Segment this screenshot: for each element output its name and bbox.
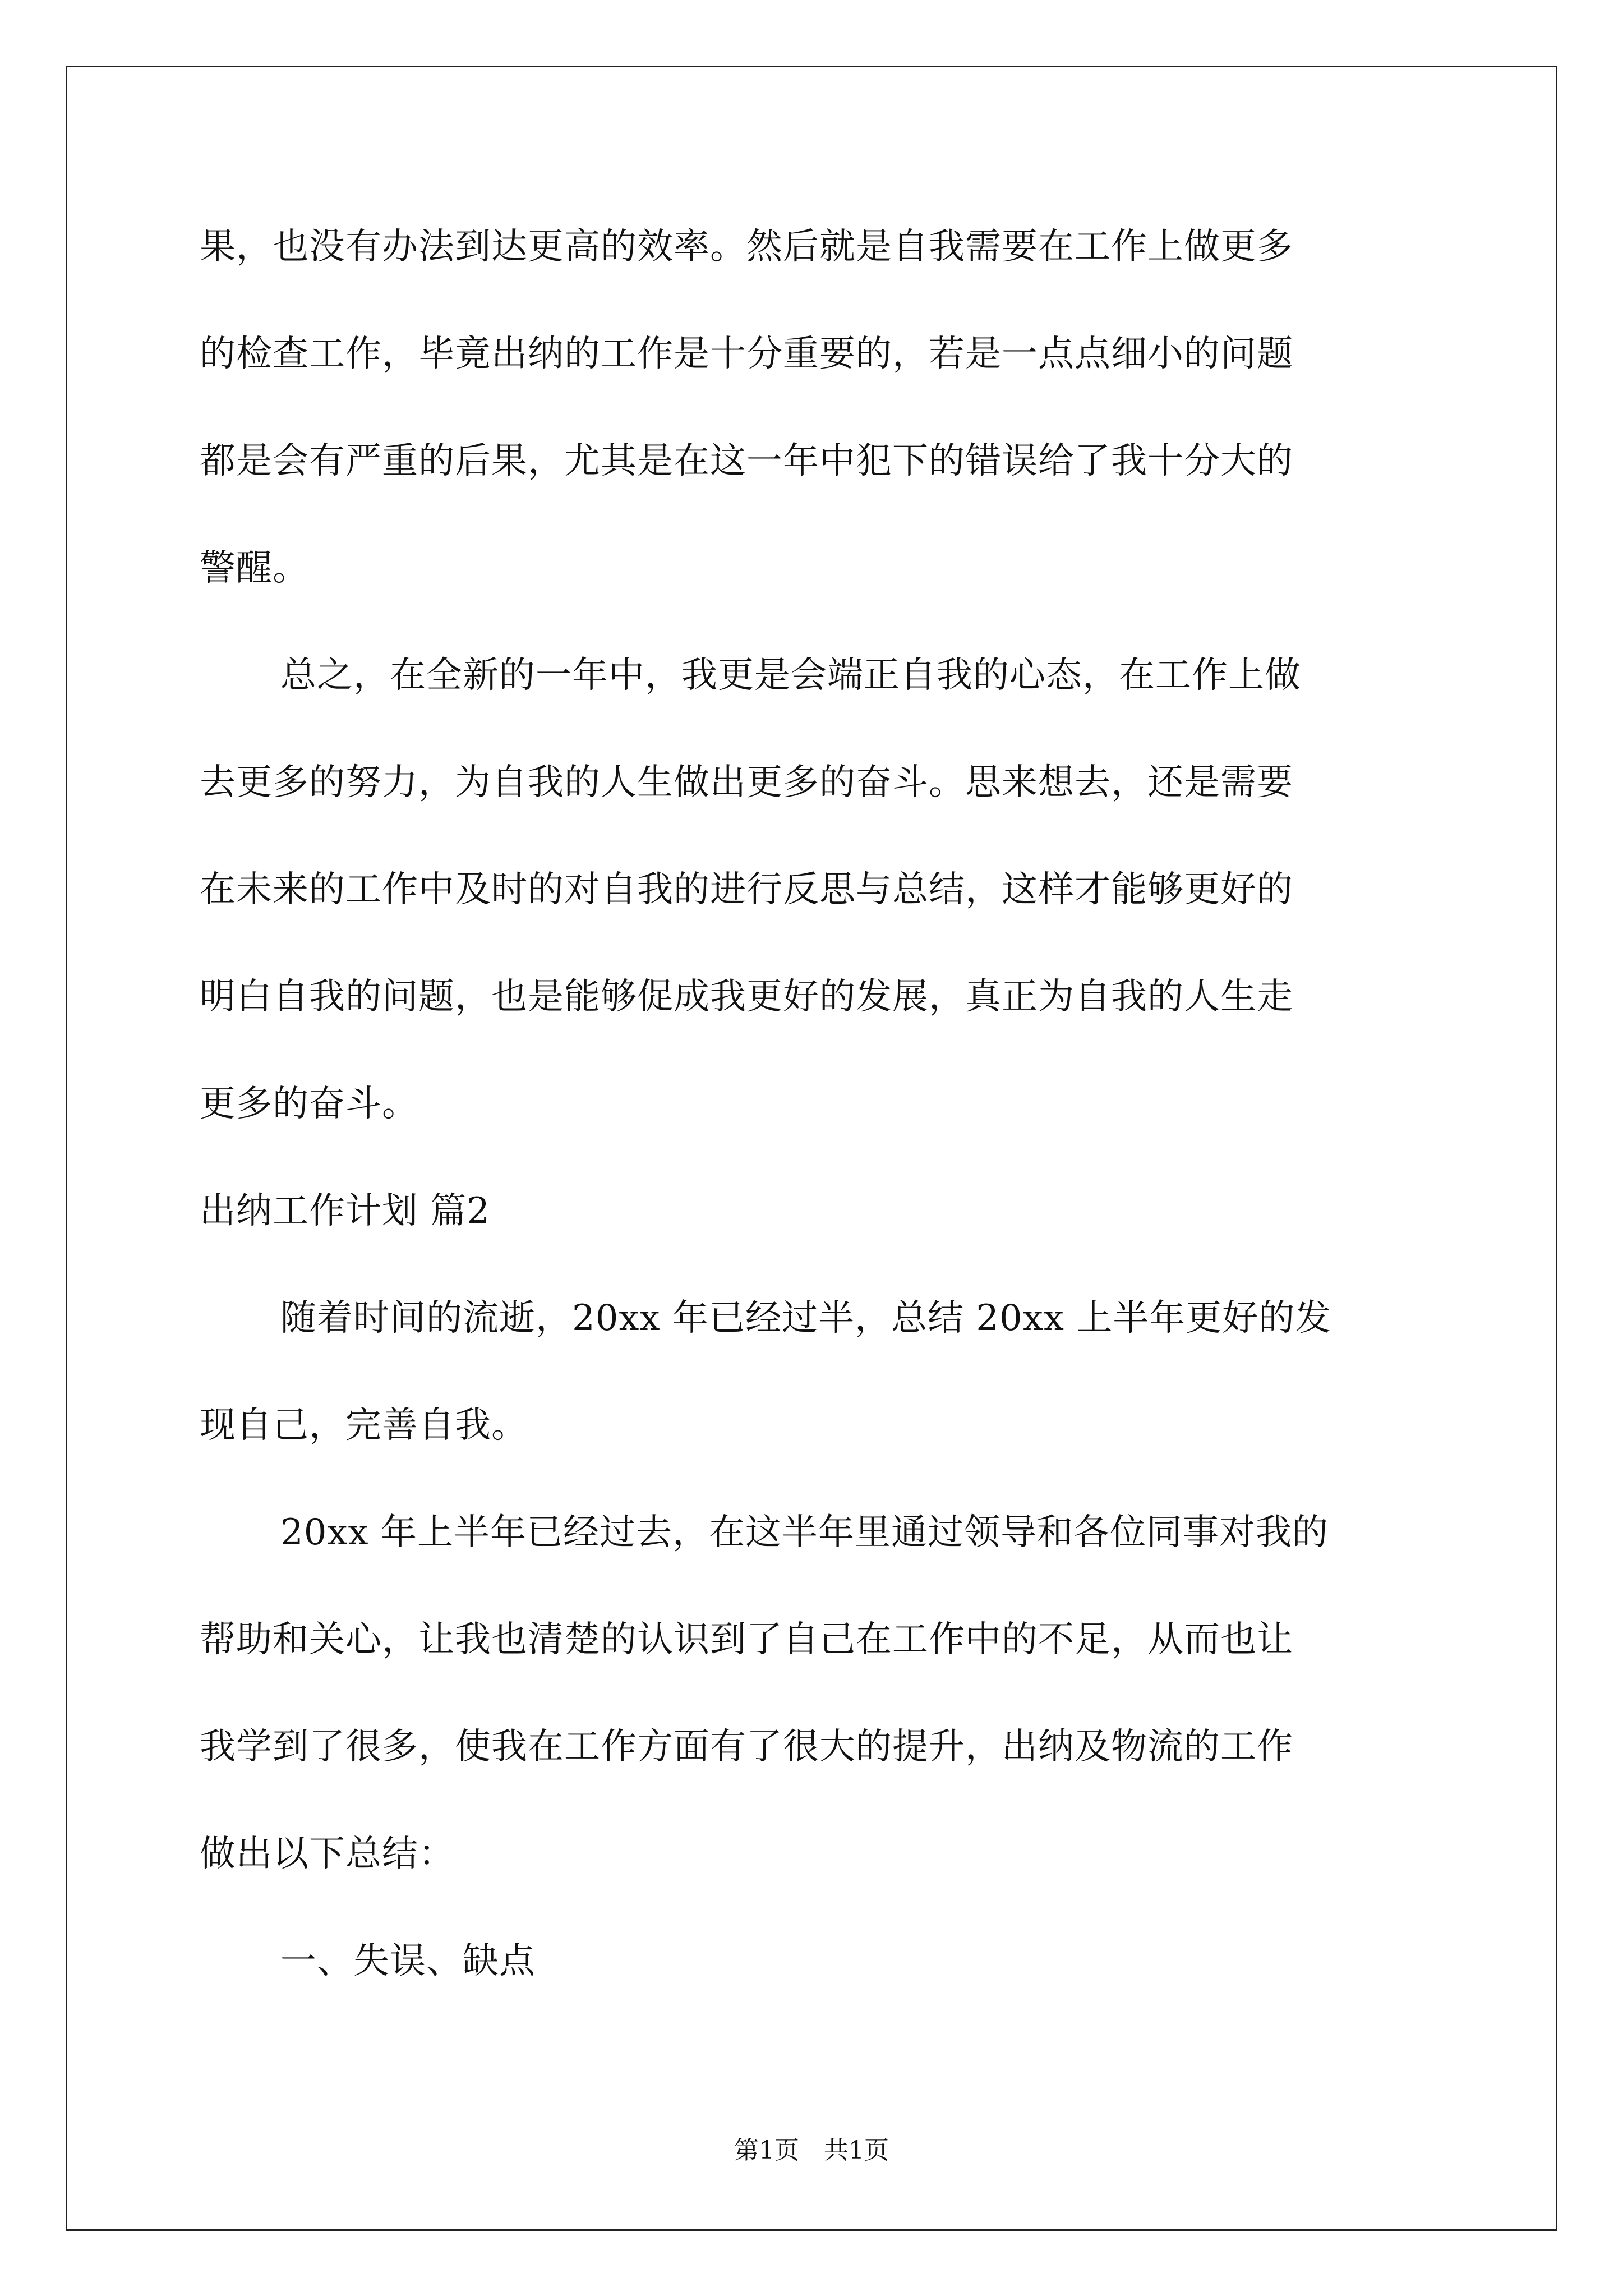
paragraph-line: 明白自我的问题，也是能够促成我更好的发展，真正为自我的人生走 — [200, 976, 1293, 1018]
section-heading: 出纳工作计划 篇2 — [200, 1190, 491, 1232]
page-border — [66, 66, 1557, 2231]
paragraph-line: 都是会有严重的后果，尤其是在这一年中犯下的错误给了我十分大的 — [200, 440, 1293, 482]
paragraph-line: 果，也没有办法到达更高的效率。然后就是自我需要在工作上做更多 — [200, 226, 1293, 268]
paragraph-line: 现自己，完善自我。 — [200, 1405, 528, 1446]
paragraph-line: 在未来的工作中及时的对自我的进行反思与总结，这样才能够更好的 — [200, 869, 1293, 910]
paragraph-line: 做出以下总结： — [200, 1833, 455, 1875]
paragraph-line: 的检查工作，毕竟出纳的工作是十分重要的，若是一点点细小的问题 — [200, 333, 1293, 375]
paragraph-line: 20xx 年上半年已经过去，在这半年里通过领导和各位同事对我的 — [280, 1512, 1329, 1553]
paragraph-line: 我学到了很多，使我在工作方面有了很大的提升，出纳及物流的工作 — [200, 1726, 1293, 1768]
subheading: 一、失误、缺点 — [280, 1940, 536, 1982]
paragraph-line: 去更多的努力，为自我的人生做出更多的奋斗。思来想去，还是需要 — [200, 762, 1293, 803]
paragraph-line: 更多的奋斗。 — [200, 1083, 418, 1125]
paragraph-line: 帮助和关心，让我也清楚的认识到了自己在工作中的不足，从而也让 — [200, 1619, 1293, 1660]
page-footer: 第1页 共1页 — [734, 2136, 889, 2165]
paragraph-line: 随着时间的流逝，20xx 年已经过半，总结 20xx 上半年更好的发 — [280, 1297, 1332, 1339]
paragraph-line: 警醒。 — [200, 547, 309, 589]
paragraph-line: 总之，在全新的一年中，我更是会端正自我的心态，在工作上做 — [280, 655, 1301, 696]
